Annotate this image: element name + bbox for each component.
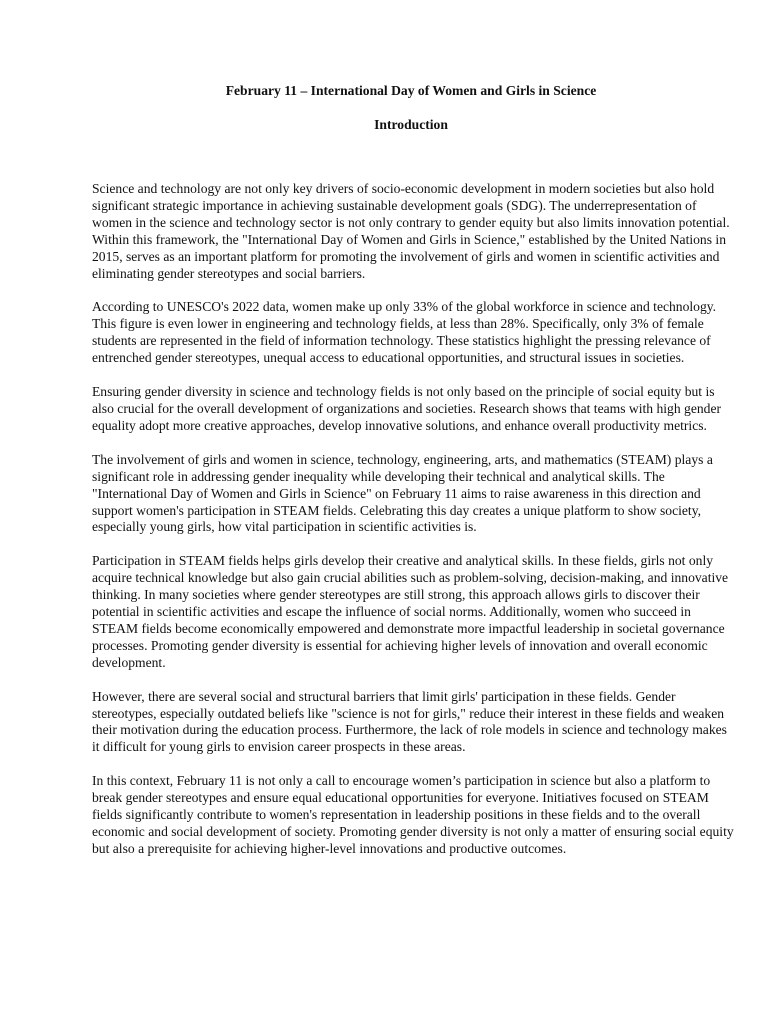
paragraph-1: Science and technology are not only key drivers of socio-economic development in modern societies but also hold significant strategic importance in achieving sustainable development goals (SDG). The underrepresentation of women in the science and technology sector is not only contrary to gender equity but also limits innovation potential. Within this framework, the "International Day of Women and Girls in Science," established by the United Nations in 2015, serves as an important platform for promoting the involvement of girls and women in scientific activities and eliminating gender stereotypes and social barriers. (92, 181, 730, 281)
paragraph-6: However, there are several social and structural barriers that limit girls' participation in these fields. Gender stereotypes, especially outdated beliefs like "science is not for girls," reduce their interest in these fields and weaken their motivation during the education process. Furthermore, the lack of role models in science and technology makes it difficult for young girls to envision career prospects in these areas. (92, 688, 727, 755)
paragraph-7: In this context, February 11 is not only a call to encourage women’s participation in science but also a platform to break gender stereotypes and ensure equal educational opportunities for everyone. Initiatives focused on STEAM fields significantly contribute to women's representation in leadership positions in these fields and to the overall economic and social development of society. Promoting gender diversity is not only a matter of ensuring social equity but also a prerequisite for achieving higher-level innovations and productive outcomes. (92, 773, 734, 856)
paragraph-5: Participation in STEAM fields helps girls develop their creative and analytical skills. In these fields, girls not only acquire technical knowledge but also gain crucial abilities such as problem-solving, decision-making, and innovative thinking. In many societies where gender stereotypes are still strong, this approach allows girls to discover their potential in scientific activities and escape the influence of social norms. Additionally, women who succeed in STEAM fields become economically empowered and demonstrate more impactful leadership in societal governance processes. Promoting gender diversity is essential for achieving higher levels of innovation and overall economic development. (92, 553, 729, 670)
document-title: February 11 – International Day of Women and Girls in Science (225, 83, 597, 98)
section-heading: Introduction (374, 117, 448, 132)
paragraph-3: Ensuring gender diversity in science and technology fields is not only based on the principle of social equity but is also crucial for the overall development of organizations and societies. Research shows that teams with high gender equality adopt more creative approaches, develop innovative solutions, and enhance overall productivity metrics. (92, 384, 722, 433)
paragraph-4: The involvement of girls and women in science, technology, engineering, arts, and mathematics (STEAM) plays a significant role in addressing gender inequality while developing their technical and analytical skills. The "International Day of Women and Girls in Science" on February 11 aims to raise awareness in this direction and support women's participation in STEAM fields. Celebrating this day creates a unique platform to show society, especially young girls, how vital participation in scientific activities is. (92, 451, 713, 535)
document-body (92, 181, 734, 875)
paragraph-2: According to UNESCO's 2022 data, women make up only 33% of the global workforce in science and technology. This figure is even lower in engineering and technology fields, at less than 28%. Specifically, only 3% of female students are represented in the field of information technology. These statistics highlight the pressing relevance of entrenched gender stereotypes, unequal access to educational opportunities, and structural issues in societies. (92, 299, 717, 366)
